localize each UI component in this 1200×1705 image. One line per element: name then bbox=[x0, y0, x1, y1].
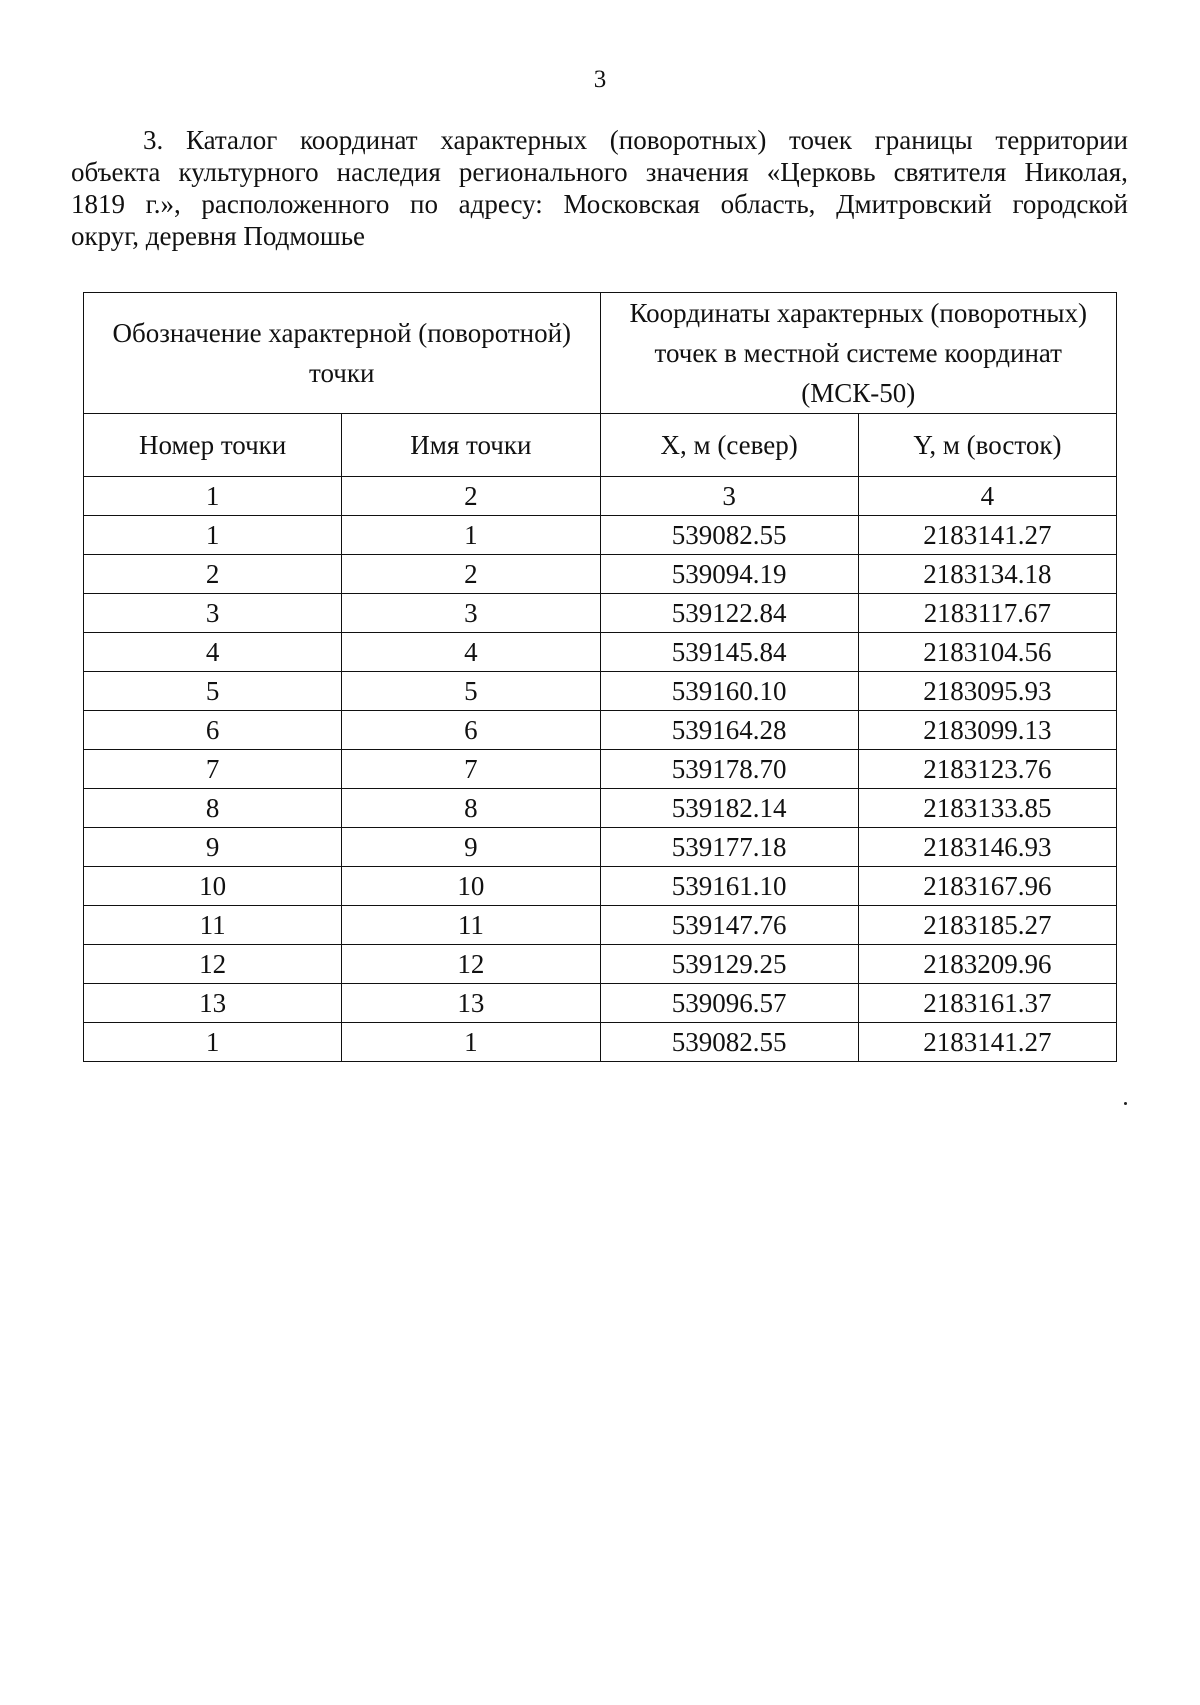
y-coordinate-cell: 2183134.18 bbox=[858, 555, 1116, 594]
point-number-cell: 3 bbox=[84, 594, 342, 633]
column-header: Номер точки bbox=[84, 414, 342, 477]
table-row bbox=[84, 711, 1117, 750]
table-row bbox=[84, 789, 1117, 828]
intro-word: расположенного bbox=[201, 189, 390, 219]
point-name-cell: 2 bbox=[342, 555, 600, 594]
x-coordinate-cell: 539096.57 bbox=[600, 984, 858, 1023]
point-name-cell: 7 bbox=[342, 750, 600, 789]
column-header: Имя точки bbox=[342, 414, 600, 477]
y-coordinate-cell: 2183185.27 bbox=[858, 906, 1116, 945]
table-column-header-row bbox=[84, 414, 1117, 477]
x-coordinate-cell: 539129.25 bbox=[600, 945, 858, 984]
y-coordinate-cell: 2183095.93 bbox=[858, 672, 1116, 711]
intro-word: границы bbox=[874, 125, 973, 155]
intro-word: точек bbox=[789, 125, 852, 155]
intro-line-1 bbox=[71, 124, 1128, 156]
intro-word: 1819 bbox=[71, 189, 125, 219]
point-number-cell: 13 bbox=[84, 984, 342, 1023]
table-row bbox=[84, 984, 1117, 1023]
point-number-cell: 7 bbox=[84, 750, 342, 789]
intro-word: культурного bbox=[178, 157, 319, 187]
x-coordinate-cell: 539122.84 bbox=[600, 594, 858, 633]
intro-word: святителя bbox=[893, 157, 1007, 187]
point-number-cell: 5 bbox=[84, 672, 342, 711]
point-name-cell: 10 bbox=[342, 867, 600, 906]
point-name-cell: 1 bbox=[342, 1023, 600, 1062]
point-number-cell: 10 bbox=[84, 867, 342, 906]
x-coordinate-cell: 539082.55 bbox=[600, 516, 858, 555]
point-number-cell: 1 bbox=[84, 1023, 342, 1062]
point-name-cell: 11 bbox=[342, 906, 600, 945]
x-coordinate-cell: 539160.10 bbox=[600, 672, 858, 711]
table-row bbox=[84, 867, 1117, 906]
point-number-cell: 8 bbox=[84, 789, 342, 828]
y-coordinate-cell: 2183161.37 bbox=[858, 984, 1116, 1023]
table-row bbox=[84, 1023, 1117, 1062]
x-coordinate-cell: 539178.70 bbox=[600, 750, 858, 789]
intro-paragraph bbox=[71, 124, 1128, 252]
intro-word: по bbox=[410, 189, 438, 219]
intro-line-4: округ, деревня Подмошье bbox=[71, 221, 365, 251]
y-coordinate-cell: 2183167.96 bbox=[858, 867, 1116, 906]
intro-word: область, bbox=[720, 189, 816, 219]
point-number-cell: 6 bbox=[84, 711, 342, 750]
point-number-cell: 12 bbox=[84, 945, 342, 984]
point-number-cell: 11 bbox=[84, 906, 342, 945]
point-number-cell: 9 bbox=[84, 828, 342, 867]
intro-word: городской bbox=[1012, 189, 1128, 219]
column-number: 1 bbox=[84, 477, 342, 516]
intro-word: наследия bbox=[336, 157, 441, 187]
point-number-cell: 4 bbox=[84, 633, 342, 672]
table-row bbox=[84, 672, 1117, 711]
table-row bbox=[84, 906, 1117, 945]
intro-word: адресу: bbox=[458, 189, 543, 219]
table-column-number-row bbox=[84, 477, 1117, 516]
y-coordinate-cell: 2183209.96 bbox=[858, 945, 1116, 984]
page-number: 3 bbox=[593, 66, 607, 93]
table-row bbox=[84, 594, 1117, 633]
table-row bbox=[84, 555, 1117, 594]
table-row bbox=[84, 945, 1117, 984]
y-coordinate-cell: 2183146.93 bbox=[858, 828, 1116, 867]
group-header-coordinates: Координаты характерных (поворотных) точек в местной системе координат (МСК-50) bbox=[600, 293, 1117, 414]
x-coordinate-cell: 539177.18 bbox=[600, 828, 858, 867]
intro-line-2 bbox=[71, 156, 1128, 188]
y-coordinate-cell: 2183099.13 bbox=[858, 711, 1116, 750]
point-number-cell: 2 bbox=[84, 555, 342, 594]
intro-word: территории bbox=[995, 125, 1128, 155]
column-header: Y, м (восток) bbox=[858, 414, 1116, 477]
point-name-cell: 1 bbox=[342, 516, 600, 555]
point-name-cell: 3 bbox=[342, 594, 600, 633]
intro-word: 3. bbox=[143, 125, 164, 155]
table-row bbox=[84, 633, 1117, 672]
point-name-cell: 12 bbox=[342, 945, 600, 984]
column-header: X, м (север) bbox=[600, 414, 858, 477]
group-header-point-designation: Обозначение характерной (поворотной) точки bbox=[84, 293, 601, 414]
intro-word: регионального bbox=[458, 157, 628, 187]
x-coordinate-cell: 539145.84 bbox=[600, 633, 858, 672]
intro-word: характерных bbox=[440, 125, 588, 155]
y-coordinate-cell: 2183123.76 bbox=[858, 750, 1116, 789]
intro-word: (поворотных) bbox=[609, 125, 767, 155]
intro-word: Московская bbox=[563, 189, 700, 219]
intro-word: Дмитровский bbox=[836, 189, 992, 219]
y-coordinate-cell: 2183117.67 bbox=[858, 594, 1116, 633]
x-coordinate-cell: 539147.76 bbox=[600, 906, 858, 945]
point-name-cell: 6 bbox=[342, 711, 600, 750]
point-name-cell: 13 bbox=[342, 984, 600, 1023]
table-row bbox=[84, 516, 1117, 555]
intro-line-3 bbox=[71, 188, 1128, 220]
y-coordinate-cell: 2183133.85 bbox=[858, 789, 1116, 828]
table-row bbox=[84, 750, 1117, 789]
intro-word: объекта bbox=[71, 157, 161, 187]
intro-word: г.», bbox=[145, 189, 181, 219]
y-coordinate-cell: 2183141.27 bbox=[858, 1023, 1116, 1062]
x-coordinate-cell: 539182.14 bbox=[600, 789, 858, 828]
intro-word: значения bbox=[645, 157, 749, 187]
x-coordinate-cell: 539082.55 bbox=[600, 1023, 858, 1062]
x-coordinate-cell: 539164.28 bbox=[600, 711, 858, 750]
stray-dot-mark bbox=[1124, 1102, 1127, 1105]
table-group-header-row bbox=[84, 293, 1117, 414]
x-coordinate-cell: 539161.10 bbox=[600, 867, 858, 906]
point-name-cell: 9 bbox=[342, 828, 600, 867]
point-name-cell: 5 bbox=[342, 672, 600, 711]
intro-word: «Церковь bbox=[766, 157, 876, 187]
column-number: 3 bbox=[600, 477, 858, 516]
y-coordinate-cell: 2183141.27 bbox=[858, 516, 1116, 555]
column-number: 2 bbox=[342, 477, 600, 516]
intro-word: координат bbox=[300, 125, 418, 155]
point-name-cell: 8 bbox=[342, 789, 600, 828]
point-name-cell: 4 bbox=[342, 633, 600, 672]
y-coordinate-cell: 2183104.56 bbox=[858, 633, 1116, 672]
coordinates-table bbox=[83, 292, 1117, 1062]
point-number-cell: 1 bbox=[84, 516, 342, 555]
intro-word: Каталог bbox=[185, 125, 278, 155]
column-number: 4 bbox=[858, 477, 1116, 516]
table-row bbox=[84, 828, 1117, 867]
x-coordinate-cell: 539094.19 bbox=[600, 555, 858, 594]
intro-word: Николая, bbox=[1024, 157, 1128, 187]
